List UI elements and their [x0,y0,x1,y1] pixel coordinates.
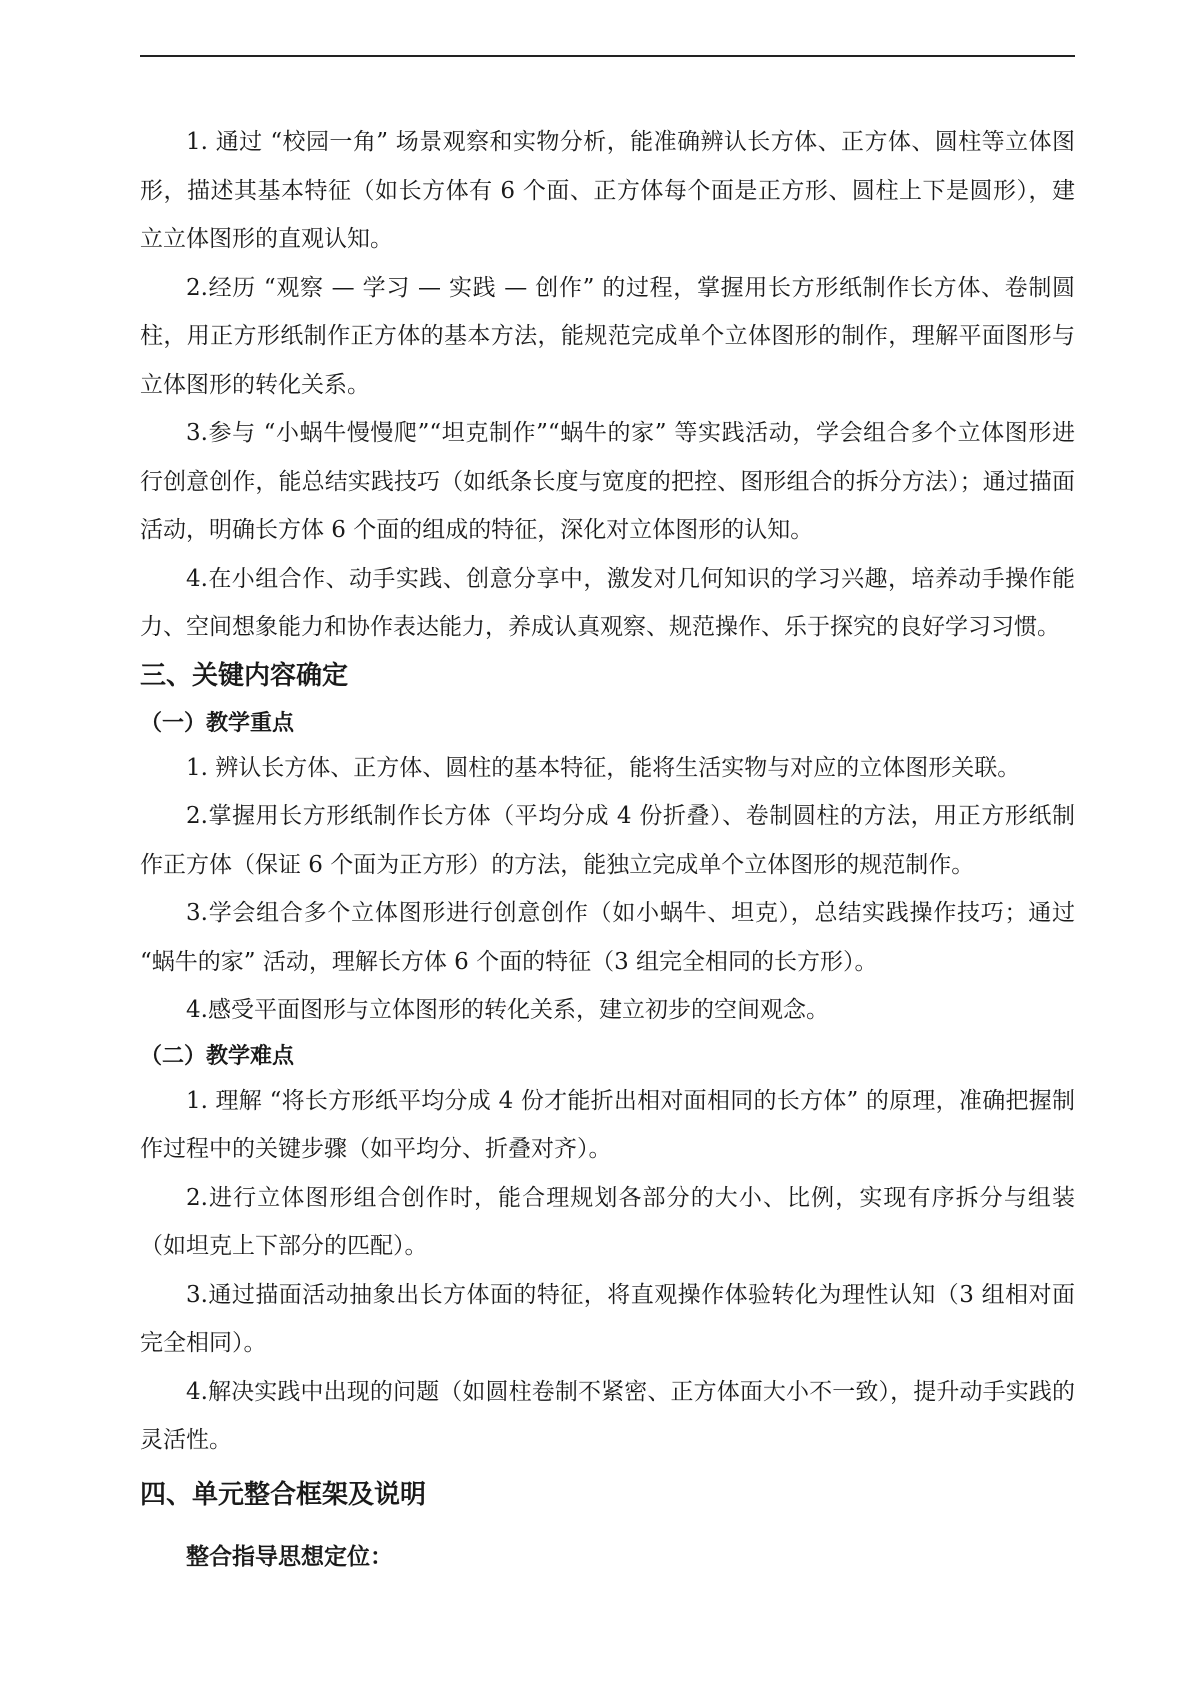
difficulty-item: 3.通过描面活动抽象出长方体面的特征，将直观操作体验转化为理性认知（3 组相对面完全相同）。 [140,1281,1075,1356]
section-heading: 三、关键内容确定 [140,660,349,691]
objective-paragraph: 3.参与 “小蜗牛慢慢爬”“坦克制作”“蜗牛的家” 等实践活动，学会组合多个立体图形进行创意创作，能总结实践技巧（如纸条长度与宽度的把控、图形组合的拆分方法）；通过描面活动，明确长方体 6 个面的组成的特征，深化对立体图形的认知。 [140,420,1075,543]
key-point-item: 4.感受平面图形与立体图形的转化关系，建立初步的空间观念。 [186,997,829,1023]
difficulty-item: 4.解决实践中出现的问题（如圆柱卷制不紧密、正方体面大小不一致），提升动手实践的灵活性。 [140,1378,1075,1453]
section-subtitle: 整合指导思想定位： [186,1543,393,1570]
difficulty-item: 2.进行立体图形组合创作时，能合理规划各部分的大小、比例，实现有序拆分与组装（如坦克上下部分的匹配）。 [140,1184,1075,1259]
section-heading: 四、单元整合框架及说明 [140,1479,427,1510]
key-point-item: 2.掌握用长方形纸制作长方体（平均分成 4 份折叠）、卷制圆柱的方法，用正方形纸制作正方体（保证 6 个面为正方形）的方法，能独立完成单个立体图形的规范制作。 [140,803,1075,878]
subsection-heading: （一）教学重点 [140,710,295,736]
key-point-item: 3.学会组合多个立体图形进行创意创作（如小蜗牛、坦克），总结实践操作技巧；通过 “蜗牛的家” 活动，理解长方体 6 个面的特征（3 组完全相同的长方形）。 [140,900,1075,975]
header-rule [140,55,1075,57]
difficulty-item: 1. 理解 “将长方形纸平均分成 4 份才能折出相对面相同的长方体” 的原理，准确把握制作过程中的关键步骤（如平均分、折叠对齐）。 [140,1087,1075,1162]
objective-paragraph: 2.经历 “观察 — 学习 — 实践 — 创作” 的过程，掌握用长方形纸制作长方体、卷制圆柱，用正方形纸制作正方体的基本方法，能规范完成单个立体图形的制作，理解平面图形与立体图形的转化关系。 [140,274,1075,398]
objective-paragraph: 1. 通过 “校园一角” 场景观察和实物分析，能准确辨认长方体、正方体、圆柱等立体图形，描述其基本特征（如长方体有 6 个面、正方体每个面是正方形、圆柱上下是圆形），建立立体图形的直观认知。 [140,129,1075,252]
page-content [140,118,1075,1577]
objective-paragraph: 4.在小组合作、动手实践、创意分享中，激发对几何知识的学习兴趣，培养动手操作能力、空间想象能力和协作表达能力，养成认真观察、规范操作、乐于探究的良好学习习惯。 [140,565,1075,640]
key-point-item: 1. 辨认长方体、正方体、圆柱的基本特征，能将生活实物与对应的立体图形关联。 [186,754,1021,781]
subsection-heading: （二）教学难点 [140,1043,295,1069]
